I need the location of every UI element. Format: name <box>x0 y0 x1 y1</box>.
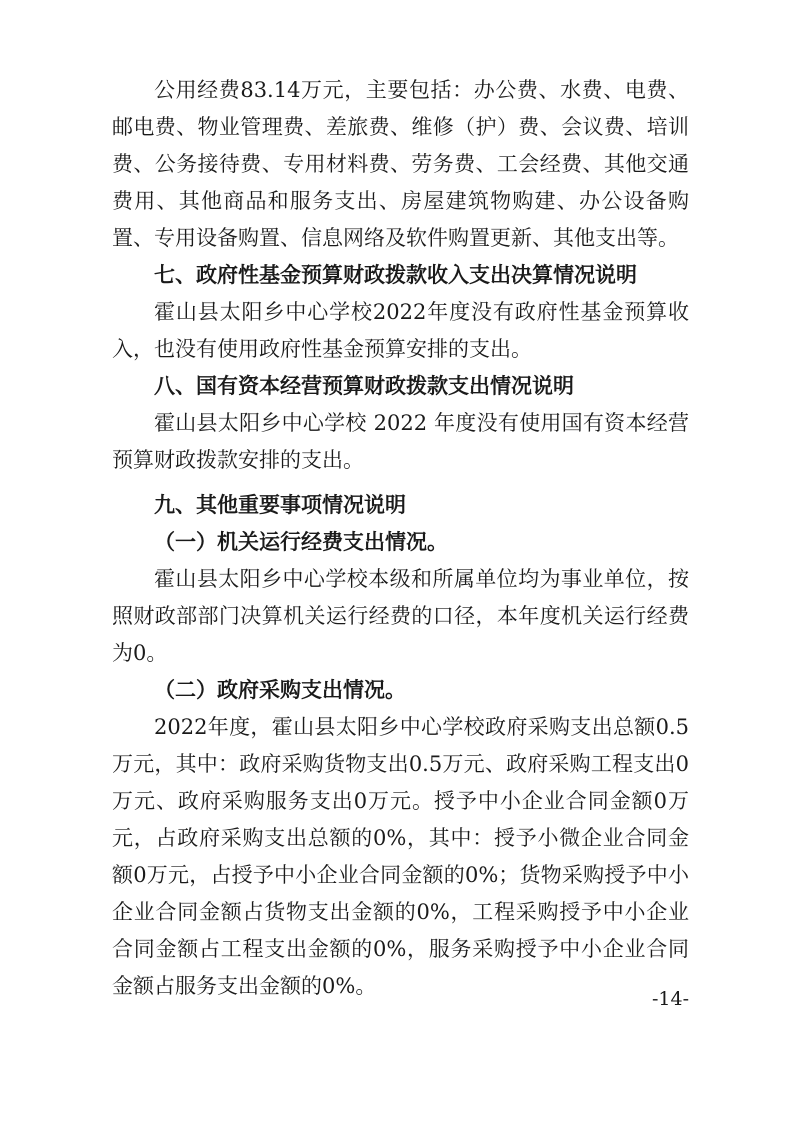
paragraph-government-fund: 霍山县太阳乡中心学校2022年度没有政府性基金预算收入，也没有使用政府性基金预算安排的支出。 <box>112 300 689 361</box>
heading-section-8: 八、国有资本经营预算财政拨款支出情况说明 <box>154 374 574 398</box>
heading-section-9: 九、其他重要事项情况说明 <box>154 493 406 517</box>
heading-section-9-1: （一）机关运行经费支出情况。 <box>154 530 448 554</box>
paragraph-state-capital: 霍山县太阳乡中心学校 2022 年度没有使用国有资本经营预算财政拨款安排的支出。 <box>112 411 689 472</box>
paragraph-procurement: 2022年度，霍山县太阳乡中心学校政府采购支出总额0.5万元，其中：政府采购货物支出0.5万元、政府采购工程支出0万元、政府采购服务支出0万元。授予中小企业合同金额0万元，占政府采购支出总额的0%，其中：授予小微企业合同金额0万元，占授予中小企业合同金额的0%；货物采购授予中小企业合同金额占货物支出金额的0%，工程采购授予中小企业合同金额占工程支出金额的0%，服务采购授予中小企业合同金额占服务支出金额的0%。 <box>112 715 689 998</box>
heading-section-9-2: （二）政府采购支出情况。 <box>154 678 406 702</box>
heading-section-7: 七、政府性基金预算财政拨款收入支出决算情况说明 <box>154 263 637 287</box>
paragraph-operating-expenses: 霍山县太阳乡中心学校本级和所属单位均为事业单位，按照财政部部门决算机关运行经费的口径，本年度机关运行经费为0。 <box>112 567 689 665</box>
paragraph-public-expenses: 公用经费83.14万元，主要包括：办公费、水费、电费、邮电费、物业管理费、差旅费、维修（护）费、会议费、培训费、公务接待费、专用材料费、劳务费、工会经费、其他交通费用、其他商品和服务支出、房屋建筑物购建、办公设备购置、专用设备购置、信息网络及软件购置更新、其他支出等。 <box>112 78 689 250</box>
page-number: -14- <box>651 988 689 1010</box>
